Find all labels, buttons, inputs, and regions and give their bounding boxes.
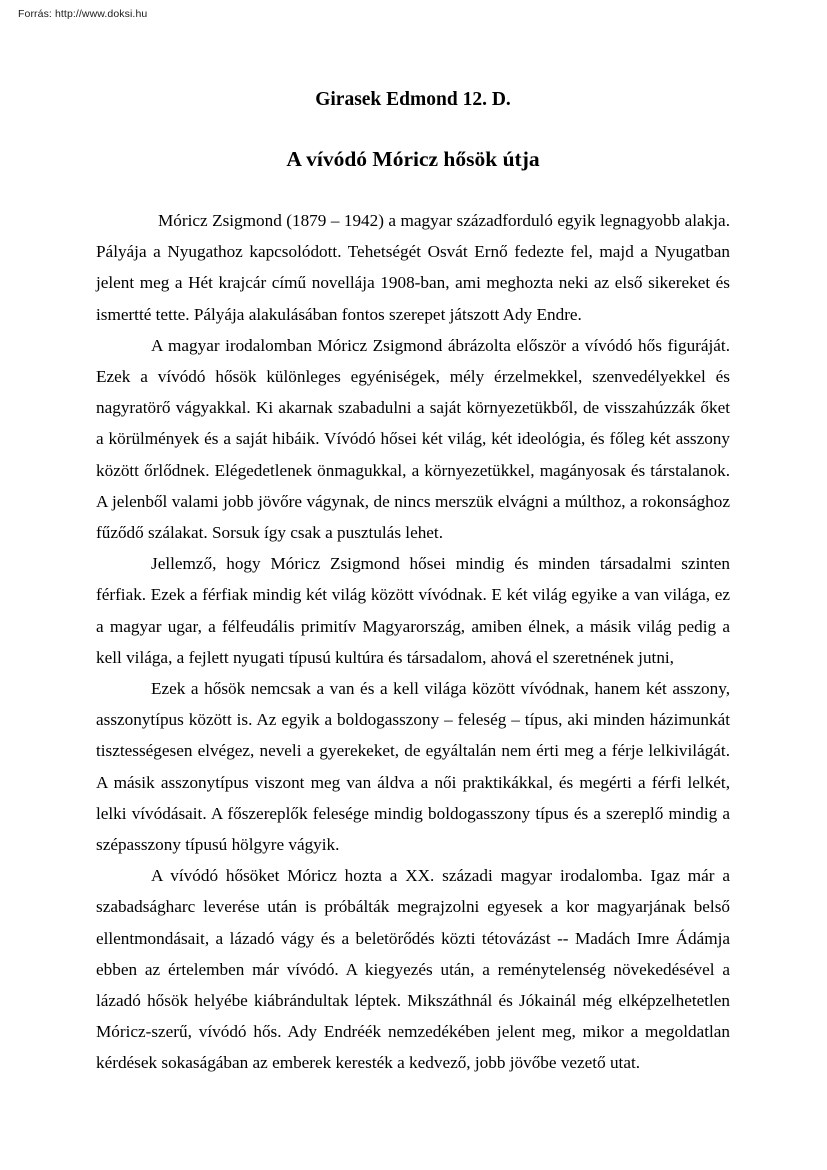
source-watermark: Forrás: http://www.doksi.hu (18, 8, 148, 20)
body-paragraph: A vívódó hősöket Móricz hozta a XX. századi magyar irodalomba. Igaz már a szabadságharc leverése után is próbálták megrajzolni egyesek a kor magyarjának belső ellentmondásait, a lázadó vágy és a beletörődés közti tétovázást -- Madách Imre Ádámja ebben az értelemben már vívódó. A kiegyezés után, a reménytelenség növekedésével a lázadó hősök helyébe kiábrándultak léptek. Mikszáthnál és Jókainál még elképzelhetetlen Móricz-szerű, vívódó hős. Ady Endréék nemzedékében jelent meg, mikor a megoldatlan kérdések sokaságában az emberek keresték a kedvező, jobb jövőbe vezető utat. (96, 866, 730, 1073)
body-paragraph: Jellemző, hogy Móricz Zsigmond hősei mindig és minden társadalmi szinten férfiak. Ezek a férfiak mindig két világ között vívódnak. E két világ egyike a van világa, ez a magyar ugar, a félfeudális primitív Magyarország, amiben élnek, a másik világ pedig a kell világa, a fejlett nyugati típusú kultúra és társadalom, ahová el szeretnének jutni, (96, 554, 730, 667)
document-body (96, 84, 730, 1079)
author-heading: Girasek Edmond 12. D. (315, 89, 511, 110)
body-paragraph: Móricz Zsigmond (1879 – 1942) a magyar századforduló egyik legnagyobb alakja. Pályája a Nyugathoz kapcsolódott. Tehetségét Osvát Ernő fedezte fel, majd a Nyugatban jelent meg a Hét krajcár című novellája 1908-ban, ami meghozta neki az első sikereket és ismertté tette. Pályája alakulásában fontos szerepet játszott Ady Endre. (96, 211, 730, 324)
page-title: A vívódó Móricz hősök útja (286, 147, 540, 171)
body-paragraph: A magyar irodalomban Móricz Zsigmond ábrázolta először a vívódó hős figuráját. Ezek a vívódó hősök különleges egyéniségek, mély érzelmekkel, szenvedélyekkel és nagyratörő vágyakkal. Ki akarnak szabadulni a saját környezetükből, de visszahúzzák őket a körülmények és a saját hibáik. Vívódó hősei két világ, két ideológia, és főleg két asszony között őrlődnek. Elégedetlenek önmagukkal, a környezetükkel, magányosak és társtalanok. A jelenből valami jobb jövőre vágynak, de nincs merszük elvágni a múlthoz, a rokonsághoz fűződő szálakat. Sorsuk így csak a pusztulás lehet. (96, 335, 730, 543)
body-paragraph: Ezek a hősök nemcsak a van és a kell világa között vívódnak, hanem két asszony, asszonytípus között is. Az egyik a boldogasszony – feleség – típus, aki minden házimunkát tisztességesen elvégez, neveli a gyerekeket, de egyáltalán nem érti meg a férje lelkivilágát. A másik asszonytípus viszont meg van áldva a női praktikákkal, és megérti a férfi lelkét, lelki vívódásait. A főszereplők felesége mindig boldogasszony típus és a szereplő mindig a szépasszony típusú hölgyre vágyik. (96, 679, 730, 855)
